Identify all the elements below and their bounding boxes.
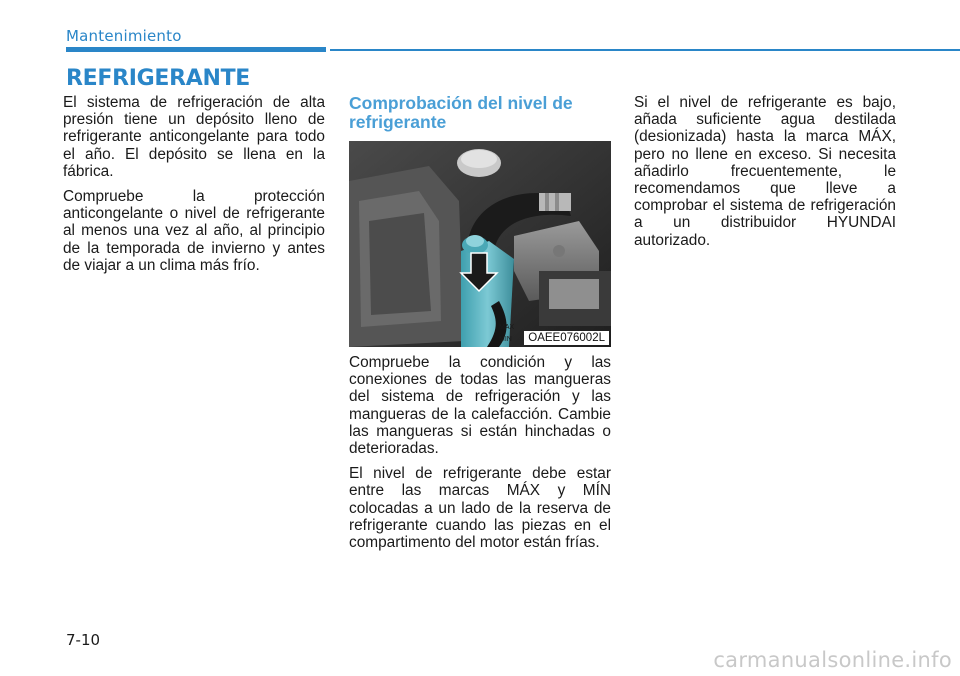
header-rule-thin: [330, 49, 960, 51]
col1-paragraph-1: El sistema de refrigeración de alta presión tiene un depósito lleno de refrigerante anticongelante para todo el año. El depósito se llena en la fábrica.: [63, 94, 325, 180]
col2-paragraph-1: Compruebe la condición y las conexiones de todas las mangueras del sistema de refrigeración y las mangueras de la calefacción. Cambie las mangueras si están hinchadas o deterioradas.: [349, 354, 611, 458]
chapter-title: Mantenimiento: [66, 27, 182, 45]
figure-label: OAEE076002L: [524, 331, 609, 345]
header-rule-thick: [66, 47, 326, 52]
watermark: carmanualsonline.info: [713, 648, 952, 672]
column-2: [349, 354, 611, 559]
column-3: [634, 94, 896, 257]
max-mark: MAX: [499, 324, 515, 331]
engine-bay-figure: [349, 141, 611, 347]
col3-paragraph-1: Si el nivel de refrigerante es bajo, añada suficiente agua destilada (desionizada) hasta la marca MÁX, pero no llene en exceso. Si necesita añadirlo frecuentemente, le recomendamos que lleve a comprobar el sistema de refrigeración a un distribuidor HYUNDAI autorizado.: [634, 94, 896, 249]
engine-bay-illustration: [349, 141, 611, 347]
min-mark: MIN: [499, 336, 512, 343]
subheading-coolant-level: Comprobación del nivel de refrigerante: [349, 93, 573, 132]
column-1: [63, 94, 325, 282]
col1-paragraph-2: Compruebe la protección anticongelante o nivel de refrigerante al menos una vez al año, al principio de la temporada de invierno y antes de viajar a un clima más frío.: [63, 188, 325, 274]
col2-paragraph-2: El nivel de refrigerante debe estar entre las marcas MÁX y MÍN colocadas a un lado de la reserva de refrigerante cuando las piezas en el compartimento del motor están frías.: [349, 465, 611, 552]
page-number: 7-10: [66, 631, 101, 649]
section-title: REFRIGERANTE: [66, 66, 251, 91]
